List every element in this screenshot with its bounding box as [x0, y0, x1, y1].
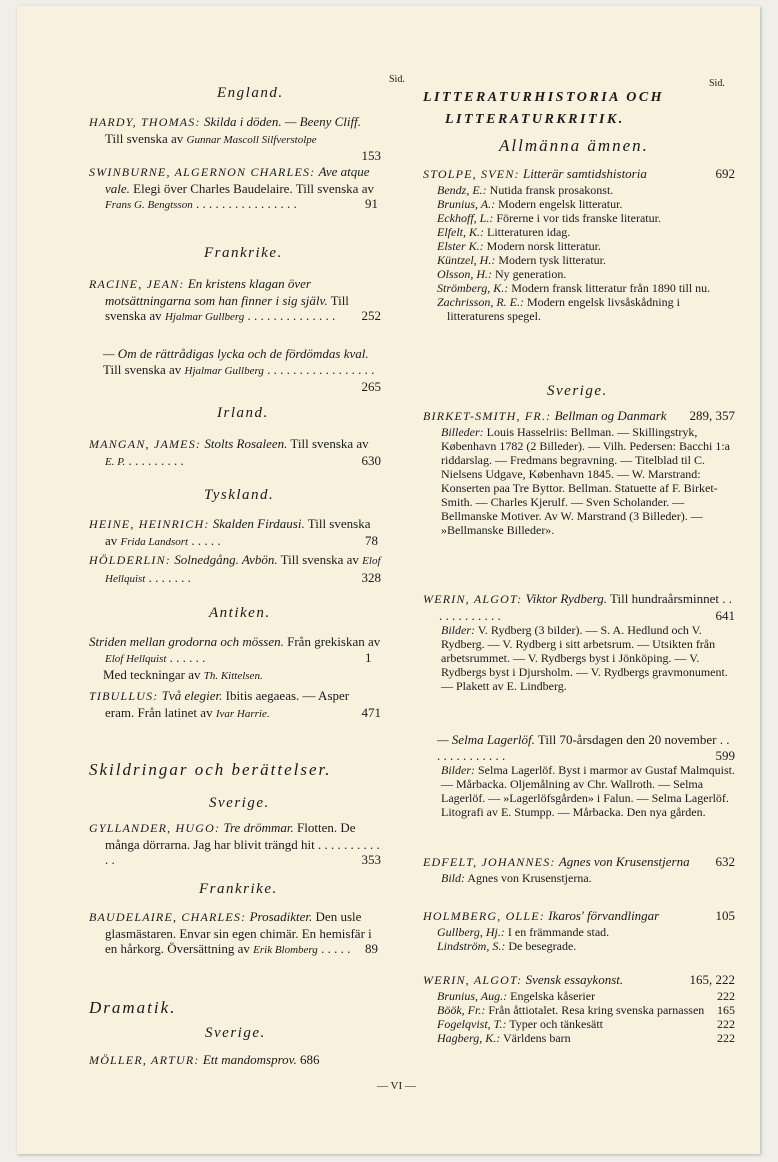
- entry-holmberg: HOLMBERG, OLLE: Ikaros' förvandlingar 105 Gullberg, Hj.: I en främmande stad. Lindström, S.: De besegrade.: [423, 908, 735, 953]
- entry-werin: WERIN, ALGOT: Viktor Rydberg. Till hundraårsminnet . . . . . . . . . . . . 641 Bilder: V. Rydberg (3 bilder). — S. A. Hedlund och V. Rydberg. — V. Rydberg i sitt arbetsrum. — Utsikten från arbetsrummet. — V. Rydbergs byst i Jönköping. — V. Rydbergs byst i Djursholm. — V. Rydbergs gravmonument. — Plakett av E. Lindberg.: [423, 591, 735, 693]
- sub-entry-author: Strömberg, K.:: [437, 280, 509, 295]
- stolpe-sub-list: [423, 183, 735, 323]
- sub-entry: [437, 239, 735, 253]
- sub-entry-title: Modern tysk litteratur.: [495, 252, 606, 267]
- sub-entry-author: Eckhoff, L.:: [437, 210, 494, 225]
- page-number-footer: — VI —: [377, 1080, 416, 1092]
- sub-entry: [437, 183, 735, 197]
- holmberg-sub-list: [423, 925, 735, 953]
- sid-label-right: Sid.: [709, 78, 725, 89]
- sub-entry-author: Fogelqvist, T.:: [437, 1016, 507, 1031]
- section-title-line-2: LITTERATURKRITIK.: [445, 112, 625, 127]
- sub-entry-author: Brunius, Aug.:: [437, 988, 508, 1003]
- sub-entry-title: De besegrade.: [505, 938, 577, 953]
- entry-selma: — Selma Lagerlöf. Till 70-årsdagen den 20 november . . . . . . . . . . . . . 599 Bilder: Selma Lagerlöf. Byst i marmor av Gustaf Malmquist. — Mårbacka. Oljemålning av Chr. Wallroth. — Selma Lagerlöf. — »Lagerlöfsgården» i Falun. — Selma Lagerlöf. Litografi av E. Stumpp. — Mårbacka. Den nya gården.: [437, 732, 735, 819]
- entry-om: — Om de rättrådigas lycka och de fördömdas kval. Till svenska av Hjalmar Gullberg . . . . . . . . . . . . . . . . . 265: [103, 346, 381, 394]
- heading-england: England.: [217, 85, 284, 101]
- entry-striden: Striden mellan grodorna och mössen. Från grekiskan av Elof Hellquist . . . . . . 1 Med teckningar av Th. Kittelsen.: [89, 634, 381, 682]
- sub-entry-author: Lindström, S.:: [437, 938, 506, 953]
- sub-entry-title: Förerne i vor tids franske literatur.: [493, 210, 661, 225]
- sub-entry: [437, 1003, 735, 1017]
- sub-entry: [437, 989, 735, 1003]
- sub-entry: [437, 1031, 735, 1045]
- werin2-sub-list: [423, 989, 735, 1045]
- sub-entry: [437, 267, 735, 281]
- sub-entry-title: I en främmande stad.: [504, 924, 610, 939]
- sub-entry-author: Elfelt, K.:: [437, 224, 484, 239]
- heading-frankrike: Frankrike.: [204, 245, 283, 261]
- entry-birket: BIRKET-SMITH, FR.: Bellman og Danmark 289, 357 Billeder: Louis Hasselriis: Bellman. — Skillingstryk, København 1782 (2 Billeder). — Vilh. Pedersen: Bacchi 1:a riddarslag. — Fredmans begravning. — Titelblad til C. Nielsens Udgave, København 1845. — W. Marstrand: Konserten paa Tre Byttor. Bellman. Statuette af F. Birket-Smith. — Charles Kjerulf. — Sven Scholander. — Bellmanske Motiver. Av W. Marstrand (3 Billeder). — »Bellmanske Billeder».: [423, 408, 735, 537]
- sub-entry-author: Küntzel, H.:: [437, 252, 496, 267]
- sub-entry-title: Från åttiotalet. Resa kring svenska parnassen: [485, 1002, 705, 1017]
- sub-entry-author: Gullberg, Hj.:: [437, 924, 505, 939]
- sub-entry: [437, 211, 735, 225]
- entry-werin-2: WERIN, ALGOT: Svensk essaykonst. 165, 222 Brunius, Aug.: Engelska kåserier 222 Böök, Fr.: Från åttiotalet. Resa kring svenska parnassen 165 Fogelqvist, T.: Typer och tänkesätt 222 Hagberg, K.: Världens barn 222: [423, 972, 735, 1045]
- sub-entry: [437, 939, 735, 953]
- sub-entry-title: Litteraturen idag.: [484, 224, 571, 239]
- entry-mangan: MANGAN, JAMES: Stolts Rosaleen. Till svenska av E. P. . . . . . . . . . 630: [89, 436, 381, 468]
- entry-tibullus: TIBULLUS: Två elegier. Ibitis aegaeas. — Asper eram. Från latinet av Ivar Harrie. 471: [89, 688, 381, 720]
- entry-gyllander: GYLLANDER, HUGO: Tre drömmar. Flotten. De många dörrarna. Jag har blivit trängd hit . . . . . . . . . . . . 353: [89, 820, 381, 867]
- sub-entry-page: 222: [717, 988, 735, 1003]
- heading-skildringar: Skildringar och berättelser.: [89, 760, 332, 779]
- sub-entry: [437, 197, 735, 211]
- entry-stolpe: STOLPE, SVEN: Litterär samtidshistoria 692 Bendz, E.: Nutida fransk prosakonst. Brunius, A.: Modern engelsk litteratur. Eckhoff, L.: Förerne i vor tids franske literatur. Elfelt, K.: Litteraturen idag. Elster K.: Modern norsk litteratur. Küntzel, H.: Modern tysk litteratur. Olsson, H.: Ny generation. Strömberg, K.: Modern fransk litteratur från 1890 till nu. Zachrisson, R. E.: Modern engelsk livsåskådning i litteraturens spegel.: [423, 166, 735, 323]
- heading-antiken: Antiken.: [209, 605, 271, 621]
- heading-allmanna: Allmänna ämnen.: [499, 136, 649, 155]
- sub-entry-title: Modern engelsk litteratur.: [495, 196, 623, 211]
- book-page: [17, 6, 760, 1154]
- sub-entry-title: Världens barn: [500, 1030, 571, 1045]
- entry-edfelt: EDFELT, JOHANNES: Agnes von Krusenstjerna 632 Bild: Agnes von Krusenstjerna.: [423, 854, 735, 885]
- heading-tyskland: Tyskland.: [204, 487, 275, 503]
- entry-swinburne: SWINBURNE, ALGERNON CHARLES: Ave atque vale. Elegi över Charles Baudelaire. Till svenska av Frans G. Bengtsson . . . . . . . . . . . . . . . . 91: [89, 164, 378, 211]
- sub-entry-author: Elster K.:: [437, 238, 484, 253]
- sub-entry-page: 222: [717, 1016, 735, 1031]
- sub-entry: [437, 225, 735, 239]
- heading-sverige-left-2: Sverige.: [205, 1025, 266, 1041]
- entry-heine: HEINE, HEINRICH: Skalden Firdausi. Till svenska av Frida Landsort . . . . . 78: [89, 516, 378, 548]
- sub-entry: [437, 295, 735, 323]
- heading-dramatik: Dramatik.: [89, 998, 177, 1017]
- sub-entry-title: Modern engelsk livsåskådning i litteraturens spegel.: [447, 294, 680, 323]
- sub-entry-author: Böök, Fr.:: [437, 1002, 486, 1017]
- sub-entry-author: Zachrisson, R. E.:: [437, 294, 524, 309]
- sub-entry-title: Ny generation.: [492, 266, 567, 281]
- sub-entry: [437, 925, 735, 939]
- sub-entry-author: Hagberg, K.:: [437, 1030, 501, 1045]
- sub-entry-title: Modern fransk litteratur från 1890 till nu.: [508, 280, 711, 295]
- section-title-line-1: LITTERATURHISTORIA OCH: [423, 90, 665, 105]
- sub-entry-author: Brunius, A.:: [437, 196, 496, 211]
- sub-entry-title: Nutida fransk prosakonst.: [486, 182, 614, 197]
- sub-entry-author: Olsson, H.:: [437, 266, 493, 281]
- sub-entry: [437, 253, 735, 267]
- heading-sverige-right: Sverige.: [547, 383, 608, 399]
- sub-entry-title: Typer och tänkesätt: [506, 1016, 604, 1031]
- sub-entry: [437, 1017, 735, 1031]
- sub-entry: [437, 281, 735, 295]
- entry-baudelaire: BAUDELAIRE, CHARLES: Prosadikter. Den usle glasmästaren. Envar sin egen chimär. En hemisfär i en hårkorg. Översättning av Erik Blomberg . . . . . 89: [89, 909, 378, 956]
- heading-sverige-left: Sverige.: [209, 795, 270, 811]
- sid-label-left: Sid.: [389, 74, 405, 85]
- sub-entry-page: 165: [717, 1002, 735, 1017]
- sub-entry-page: 222: [717, 1030, 735, 1045]
- entry-moller: MÖLLER, ARTUR: Ett mandomsprov. 686: [89, 1052, 320, 1067]
- heading-irland: Irland.: [217, 405, 269, 421]
- sub-entry-author: Bendz, E.:: [437, 182, 487, 197]
- entry-holderlin: HÖLDERLIN: Solnedgång. Avbön. Till svenska av Elof Hellquist . . . . . . . 328: [89, 552, 381, 585]
- sub-entry-title: Engelska kåserier: [507, 988, 596, 1003]
- entry-hardy: HARDY, THOMAS: Skilda i döden. — Beeny Cliff. Till svenska av Gunnar Mascoll Silfverstolpe 153: [89, 114, 381, 163]
- entry-racine: RACINE, JEAN: En kristens klagan över motsättningarna som han finner i sig själv. Till svenska av Hjalmar Gullberg . . . . . . . . . . . . . . 252: [89, 276, 381, 323]
- heading-frankrike-2: Frankrike.: [199, 881, 278, 897]
- sub-entry-title: Modern norsk litteratur.: [483, 238, 601, 253]
